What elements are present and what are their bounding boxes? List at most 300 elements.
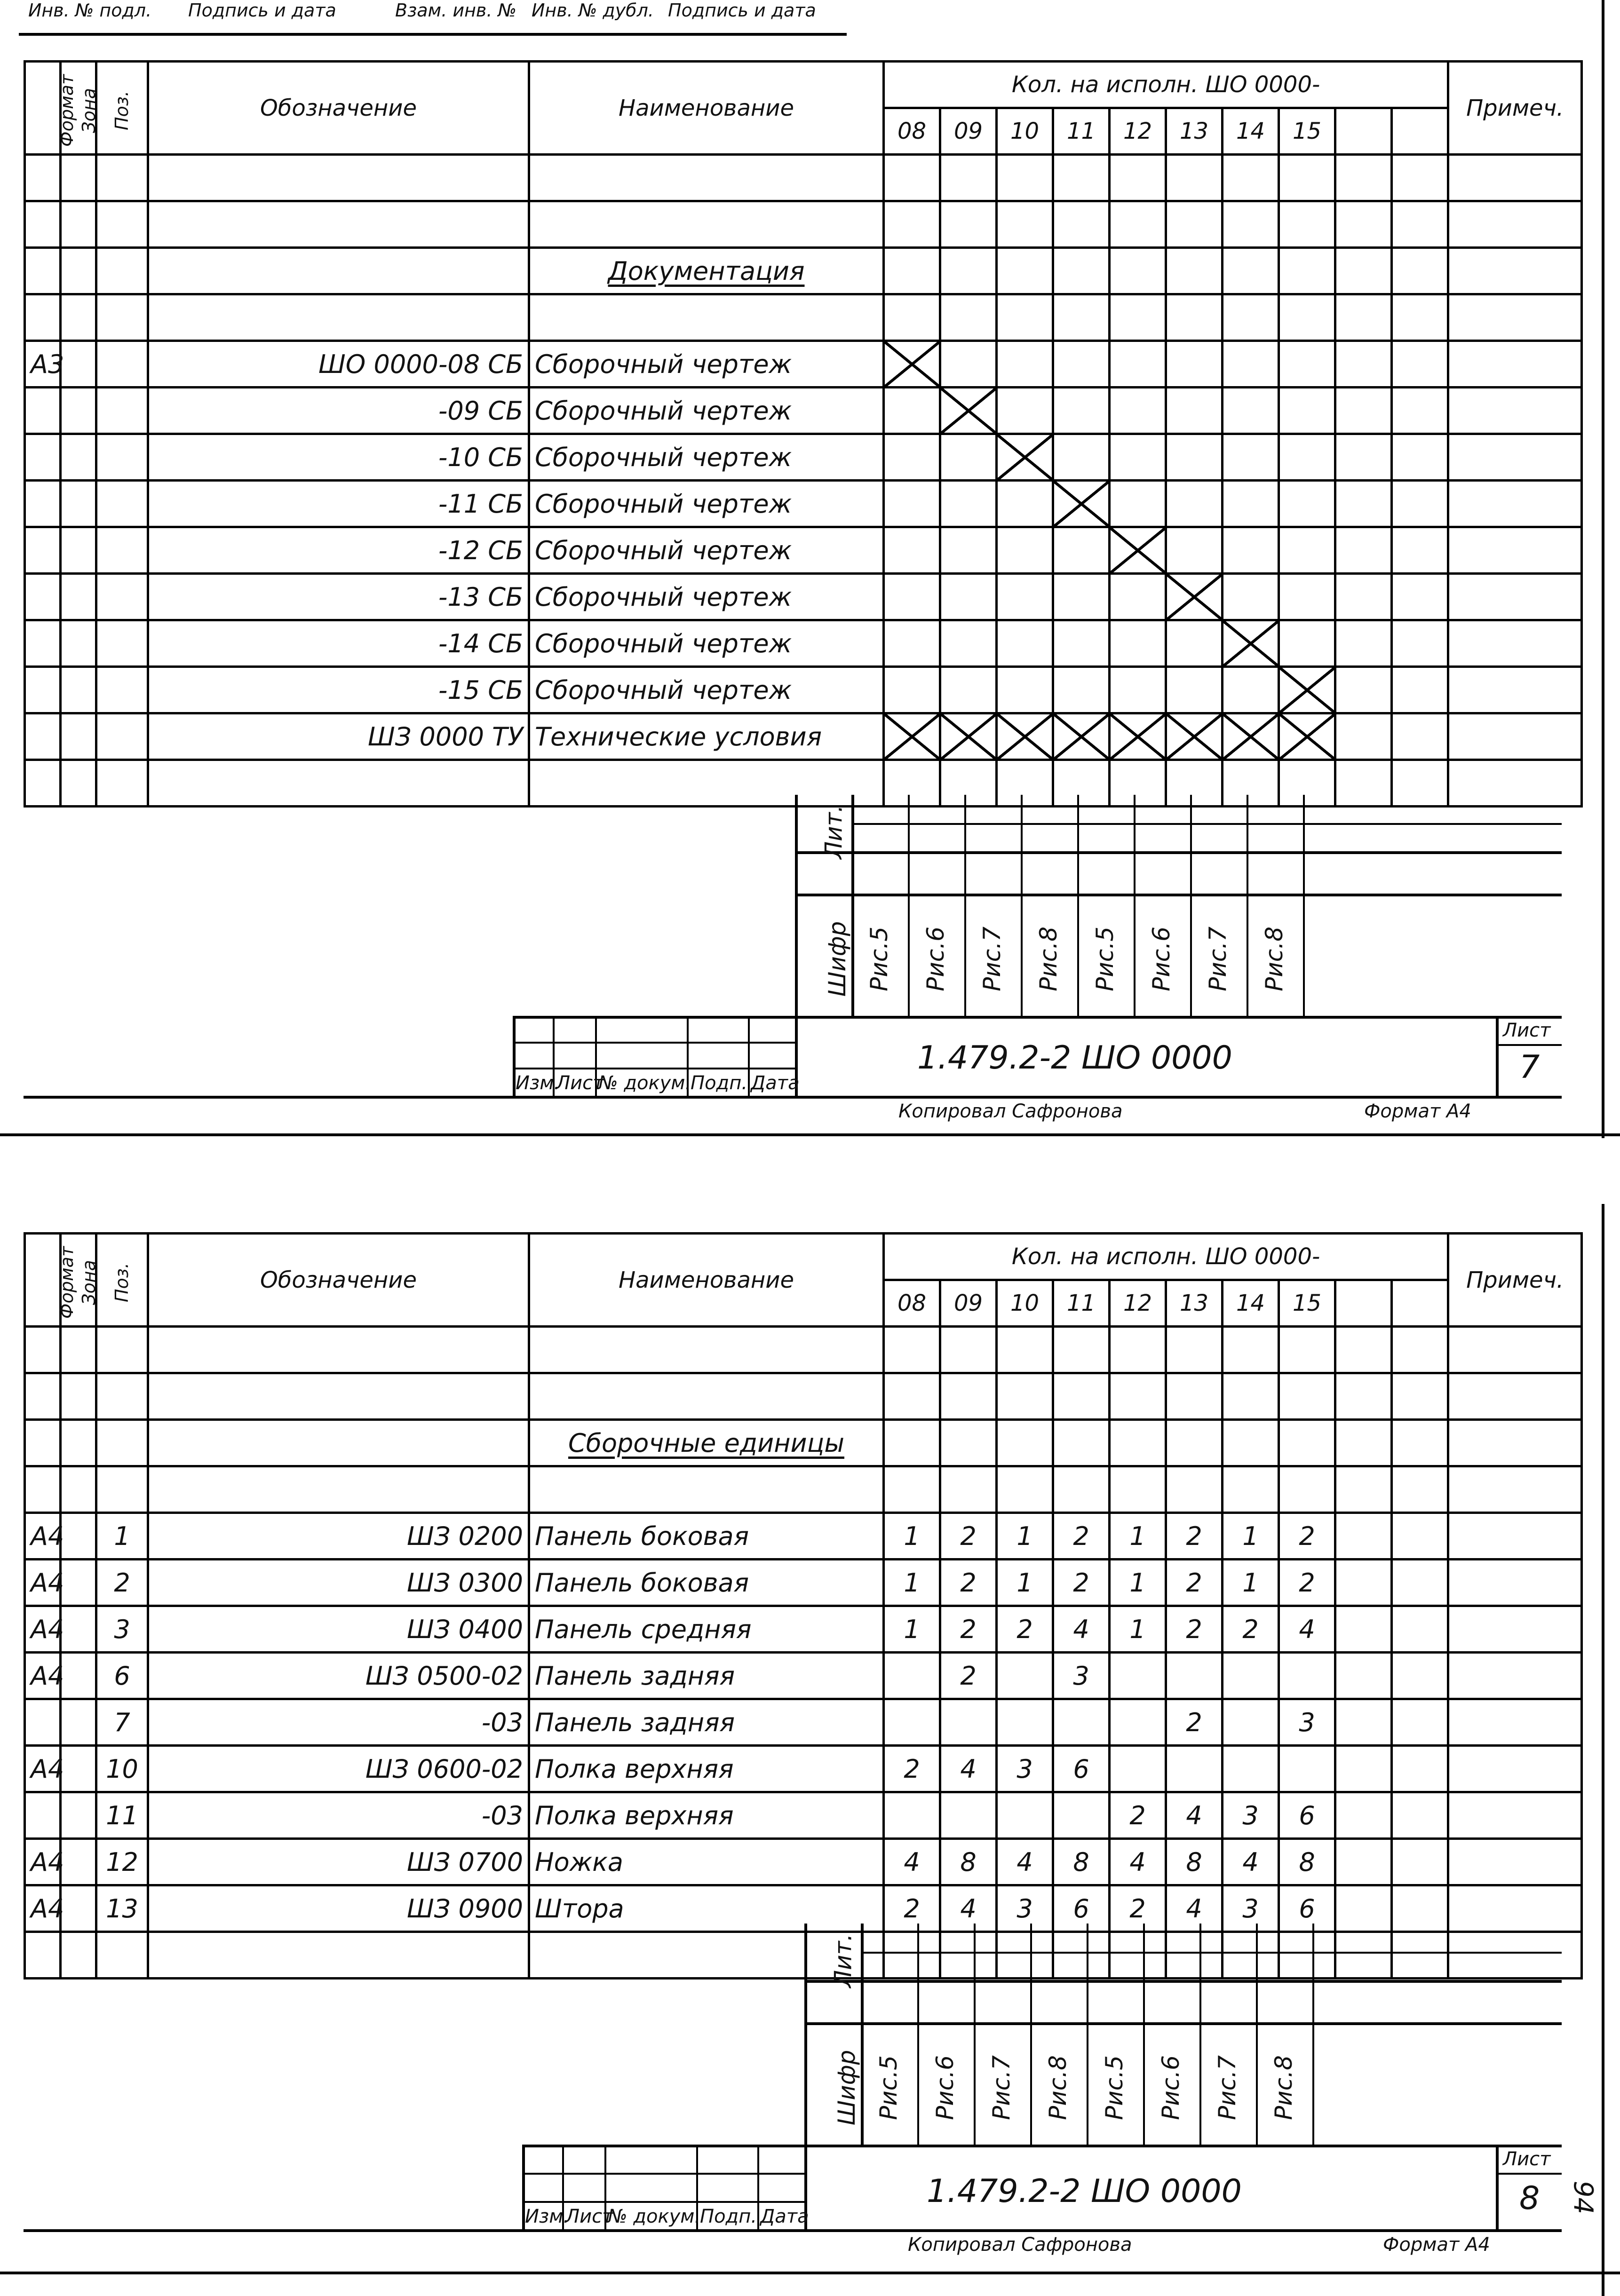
- empty-cell: [1223, 341, 1279, 388]
- variant-header: [1392, 108, 1448, 155]
- shifr-divider: [1256, 1924, 1258, 2145]
- empty-cell: [1223, 155, 1279, 201]
- cell-qty: [1223, 1699, 1279, 1746]
- empty-cell: [61, 155, 96, 201]
- cell-note: [1448, 1560, 1582, 1606]
- empty-cell: [1166, 667, 1223, 713]
- cross-mark: [1053, 713, 1110, 760]
- empty-cell: [1166, 1466, 1223, 1513]
- sheet-8: [0, 1204, 1620, 2296]
- shifr-divider: [964, 795, 966, 1016]
- cell-qty: [1392, 1560, 1448, 1606]
- cell-qty: 2: [940, 1653, 997, 1699]
- cell-format: [25, 1699, 61, 1746]
- variant-header: [1335, 1280, 1392, 1327]
- cell-qty: [1392, 1839, 1448, 1885]
- qty-header: Кол. на исполн. ШО 0000-: [884, 62, 1448, 108]
- empty-cell: [61, 1327, 96, 1373]
- table-row: [25, 527, 1582, 574]
- cell-name: Сборочный чертеж: [529, 341, 884, 388]
- stamp-podp: Подп.: [700, 2206, 757, 2227]
- cell-qty: 4: [1166, 1792, 1223, 1839]
- cell-note: [1448, 713, 1582, 760]
- empty-cell: [1279, 1327, 1335, 1373]
- cross-mark: [1279, 667, 1335, 713]
- cross-mark: [940, 713, 997, 760]
- cell-zone: [61, 1606, 96, 1653]
- shifr-cell: Рис.5: [865, 926, 893, 991]
- cell-qty: 3: [997, 1746, 1053, 1792]
- empty-cell: [940, 1420, 997, 1466]
- cell-pos: 11: [96, 1792, 148, 1839]
- variant-header: 09: [940, 1280, 997, 1327]
- empty-cell: [61, 1932, 96, 1979]
- stamp-izm: Изм.: [516, 1072, 560, 1094]
- cell-designation: -03: [148, 1699, 529, 1746]
- cell-qty: [1335, 1653, 1392, 1699]
- empty-cell: [1166, 248, 1223, 294]
- cell-format: [25, 388, 61, 434]
- cell-qty: [1392, 1699, 1448, 1746]
- cell-qty: [1335, 1606, 1392, 1653]
- variant-header: [1392, 1280, 1448, 1327]
- empty-cell: [1279, 574, 1335, 620]
- empty-cell: [1335, 481, 1392, 527]
- cell-qty: [997, 1653, 1053, 1699]
- empty-cell: [997, 294, 1053, 341]
- empty-cell: [884, 1327, 940, 1373]
- shifr-divider: [1247, 795, 1248, 1016]
- empty-cell: [148, 294, 529, 341]
- empty-cell: [1166, 1373, 1223, 1420]
- empty-cell: [1166, 294, 1223, 341]
- empty-cell: [1223, 294, 1279, 341]
- col-name: Наименование: [529, 1234, 884, 1327]
- empty-cell: [1166, 155, 1223, 201]
- cell-qty: [1335, 1513, 1392, 1560]
- empty-cell: [1053, 527, 1110, 574]
- lit-label: Лит.: [829, 1933, 857, 1988]
- cell-note: [1448, 1839, 1582, 1885]
- empty-cell: [1392, 1420, 1448, 1466]
- paper-format: Формат А4: [1383, 2234, 1490, 2256]
- empty-cell: [148, 760, 529, 807]
- cell-qty: 3: [1053, 1653, 1110, 1699]
- cell-name: Панель боковая: [529, 1513, 884, 1560]
- stripe-field: Инв. № дубл.: [532, 0, 654, 21]
- cell-qty: 4: [1110, 1839, 1166, 1885]
- shifr-divider: [1143, 1924, 1145, 2145]
- empty-cell: [1335, 1327, 1392, 1373]
- cell-format: [25, 434, 61, 481]
- cell-pos: 3: [96, 1606, 148, 1653]
- cell-qty: 2: [1166, 1606, 1223, 1653]
- table-row: [25, 1513, 1582, 1560]
- empty-cell: [1110, 294, 1166, 341]
- cell-qty: 4: [884, 1839, 940, 1885]
- cell-zone: [61, 527, 96, 574]
- cell-qty: 8: [1279, 1839, 1335, 1885]
- cell-zone: [61, 620, 96, 667]
- empty-cell: [148, 1932, 529, 1979]
- variant-header: 15: [1279, 1280, 1335, 1327]
- empty-cell: [1335, 527, 1392, 574]
- table-row: [25, 1653, 1582, 1699]
- shifr-cell: Рис.7: [987, 2055, 1015, 2120]
- right-border: [1602, 0, 1604, 1138]
- empty-cell: [884, 294, 940, 341]
- cell-qty: [1335, 1560, 1392, 1606]
- empty-cell: [1335, 667, 1392, 713]
- stamp-doc: № докум.: [598, 1072, 691, 1094]
- empty-cell: [1110, 341, 1166, 388]
- table-row: [25, 1792, 1582, 1839]
- empty-cell: [1335, 1373, 1392, 1420]
- cell-qty: [1166, 1746, 1223, 1792]
- empty-cell: [884, 481, 940, 527]
- cell-name: Штора: [529, 1885, 884, 1932]
- cell-format: А4: [25, 1839, 61, 1885]
- empty-cell: [1053, 574, 1110, 620]
- empty-cell: [1392, 388, 1448, 434]
- cell-pos: [96, 388, 148, 434]
- blank-row: [25, 294, 1582, 341]
- cell-pos: 7: [96, 1699, 148, 1746]
- cell-designation: ШО 0000-08 СБ: [148, 341, 529, 388]
- stripe-field: Взам. инв. №: [395, 0, 517, 21]
- cell-qty: 4: [1053, 1606, 1110, 1653]
- cell-pos: [96, 667, 148, 713]
- empty-cell: [940, 1327, 997, 1373]
- empty-cell: [1448, 294, 1582, 341]
- empty-cell: [1053, 155, 1110, 201]
- empty-cell: [61, 201, 96, 248]
- shifr-divider: [1021, 795, 1023, 1016]
- cell-designation: -03: [148, 1792, 529, 1839]
- cell-zone: [61, 1653, 96, 1699]
- revision-block-sheet-8: [522, 2145, 809, 2229]
- sheet-number: 8: [1519, 2180, 1540, 2217]
- empty-cell: [884, 201, 940, 248]
- empty-cell: [1392, 527, 1448, 574]
- empty-cell: [1110, 1327, 1166, 1373]
- shifr-cell: Рис.7: [1204, 926, 1231, 991]
- empty-cell: [997, 388, 1053, 434]
- shifr-cell: Рис.6: [1157, 2055, 1184, 2120]
- section-title-text: Документация: [608, 256, 805, 286]
- table-row: [25, 481, 1582, 527]
- empty-cell: [1279, 1373, 1335, 1420]
- cell-note: [1448, 341, 1582, 388]
- empty-cell: [997, 1420, 1053, 1466]
- variant-header: 11: [1053, 1280, 1110, 1327]
- cell-pos: [96, 713, 148, 760]
- cell-note: [1448, 1653, 1582, 1699]
- empty-cell: [940, 667, 997, 713]
- cell-name: Сборочный чертеж: [529, 620, 884, 667]
- empty-cell: [884, 1466, 940, 1513]
- empty-cell: [148, 1373, 529, 1420]
- cross-mark: [1110, 713, 1166, 760]
- cell-qty: 4: [1223, 1839, 1279, 1885]
- archive-stripe: [19, 0, 847, 36]
- cell-qty: 2: [940, 1513, 997, 1560]
- empty-cell: [1053, 248, 1110, 294]
- cell-format: [25, 667, 61, 713]
- table-row: [25, 667, 1582, 713]
- specification-table-sheet-7: [24, 60, 1583, 808]
- empty-cell: [884, 574, 940, 620]
- empty-cell: [1166, 434, 1223, 481]
- table-row: [25, 434, 1582, 481]
- empty-cell: [1110, 388, 1166, 434]
- cell-designation: -12 СБ: [148, 527, 529, 574]
- cell-qty: 2: [940, 1606, 997, 1653]
- empty-cell: [1166, 481, 1223, 527]
- cell-name: Панель боковая: [529, 1560, 884, 1606]
- cell-note: [1448, 1513, 1582, 1560]
- cell-note: [1448, 574, 1582, 620]
- cell-qty: [1110, 1653, 1166, 1699]
- cell-name: Сборочный чертеж: [529, 667, 884, 713]
- cell-note: [1448, 1792, 1582, 1839]
- empty-cell: [1053, 667, 1110, 713]
- empty-cell: [1110, 1466, 1166, 1513]
- empty-cell: [25, 248, 61, 294]
- variant-header: [1335, 108, 1392, 155]
- table-row: [25, 1699, 1582, 1746]
- cell-note: [1448, 388, 1582, 434]
- sheet-separator: [0, 1133, 1620, 1136]
- empty-cell: [1335, 388, 1392, 434]
- cell-designation: -13 СБ: [148, 574, 529, 620]
- cell-designation: ШЗ 0000 ТУ: [148, 713, 529, 760]
- cell-pos: 10: [96, 1746, 148, 1792]
- variant-header: 14: [1223, 1280, 1279, 1327]
- empty-cell: [61, 1373, 96, 1420]
- section-title-text: Сборочные единицы: [568, 1428, 845, 1458]
- cell-qty: [1166, 1653, 1223, 1699]
- cell-designation: ШЗ 0600-02: [148, 1746, 529, 1792]
- variant-header: 09: [940, 108, 997, 155]
- cell-qty: 6: [1279, 1885, 1335, 1932]
- empty-cell: [61, 294, 96, 341]
- empty-cell: [25, 155, 61, 201]
- empty-cell: [1335, 620, 1392, 667]
- shifr-cell: Рис.8: [1270, 2055, 1297, 2120]
- variant-header: 12: [1110, 1280, 1166, 1327]
- cell-zone: [61, 1885, 96, 1932]
- cell-qty: 6: [1053, 1885, 1110, 1932]
- cell-qty: [1335, 1839, 1392, 1885]
- cell-note: [1448, 527, 1582, 574]
- shifr-divider: [1303, 795, 1305, 1016]
- empty-cell: [1053, 620, 1110, 667]
- shifr-cell: Рис.5: [1091, 926, 1119, 991]
- empty-cell: [148, 1466, 529, 1513]
- variant-header: 10: [997, 1280, 1053, 1327]
- cell-format: [25, 1792, 61, 1839]
- shifr-label: Шифр: [833, 2050, 861, 2126]
- empty-cell: [1279, 201, 1335, 248]
- cross-mark: [940, 388, 997, 434]
- empty-cell: [61, 1466, 96, 1513]
- empty-cell: [1053, 341, 1110, 388]
- cell-name: Панель задняя: [529, 1653, 884, 1699]
- empty-cell: [1166, 620, 1223, 667]
- title-block-sheet-7: [795, 795, 1562, 1096]
- empty-cell: [1335, 294, 1392, 341]
- section-row: [25, 248, 1582, 294]
- empty-cell: [61, 1420, 96, 1466]
- shifr-divider: [1312, 1924, 1314, 2145]
- empty-cell: [1053, 1420, 1110, 1466]
- shifr-cell: Рис.5: [874, 2055, 902, 2120]
- blank-row: [25, 155, 1582, 201]
- empty-cell: [1279, 341, 1335, 388]
- empty-cell: [1392, 294, 1448, 341]
- col-designation: Обозначение: [148, 1234, 529, 1327]
- cell-qty: [1392, 1606, 1448, 1653]
- variant-header: 13: [1166, 1280, 1223, 1327]
- stamp-izm: Изм.: [525, 2206, 570, 2227]
- empty-cell: [1392, 201, 1448, 248]
- cell-designation: -15 СБ: [148, 667, 529, 713]
- table-row: [25, 1606, 1582, 1653]
- empty-cell: [884, 155, 940, 201]
- cell-name: Полка верхняя: [529, 1792, 884, 1839]
- empty-cell: [940, 481, 997, 527]
- cell-pos: [96, 527, 148, 574]
- shifr-divider: [974, 1924, 976, 2145]
- empty-cell: [1110, 574, 1166, 620]
- cell-qty: 1: [1110, 1606, 1166, 1653]
- empty-cell: [1223, 527, 1279, 574]
- empty-cell: [96, 294, 148, 341]
- copied-by: Копировал Сафронова: [908, 2234, 1132, 2256]
- shifr-divider: [1134, 795, 1136, 1016]
- empty-cell: [940, 434, 997, 481]
- cell-qty: 2: [1279, 1513, 1335, 1560]
- empty-cell: [940, 1466, 997, 1513]
- margin-page-number: 94: [1568, 2180, 1599, 2215]
- empty-cell: [997, 574, 1053, 620]
- empty-cell: [1110, 155, 1166, 201]
- empty-cell: [25, 760, 61, 807]
- sheet-number: 7: [1519, 1049, 1540, 1086]
- cell-format: А4: [25, 1513, 61, 1560]
- cell-format: А4: [25, 1885, 61, 1932]
- cell-name: Сборочный чертеж: [529, 574, 884, 620]
- empty-cell: [148, 1420, 529, 1466]
- empty-cell: [997, 248, 1053, 294]
- cell-qty: 4: [1166, 1885, 1223, 1932]
- cell-qty: [1223, 1746, 1279, 1792]
- cell-format: [25, 527, 61, 574]
- empty-cell: [1279, 248, 1335, 294]
- cell-pos: 2: [96, 1560, 148, 1606]
- empty-cell: [25, 1466, 61, 1513]
- empty-cell: [1166, 527, 1223, 574]
- empty-cell: [148, 248, 529, 294]
- cell-qty: 3: [1223, 1792, 1279, 1839]
- cell-qty: 4: [940, 1746, 997, 1792]
- empty-cell: [1279, 527, 1335, 574]
- cell-qty: [1223, 1653, 1279, 1699]
- table-row: [25, 620, 1582, 667]
- col-designation: Обозначение: [148, 62, 529, 155]
- cell-qty: 4: [997, 1839, 1053, 1885]
- cell-qty: [1110, 1699, 1166, 1746]
- cell-pos: 6: [96, 1653, 148, 1699]
- cell-note: [1448, 620, 1582, 667]
- empty-cell: [1110, 667, 1166, 713]
- empty-cell: [1223, 574, 1279, 620]
- cell-qty: 1: [884, 1606, 940, 1653]
- empty-cell: [940, 341, 997, 388]
- empty-cell: [940, 574, 997, 620]
- cell-note: [1448, 667, 1582, 713]
- empty-cell: [148, 1327, 529, 1373]
- cross-mark: [997, 434, 1053, 481]
- empty-cell: [884, 667, 940, 713]
- cell-pos: 12: [96, 1839, 148, 1885]
- empty-cell: [1448, 201, 1582, 248]
- empty-cell: [1166, 201, 1223, 248]
- col-note: Примеч.: [1448, 1234, 1582, 1327]
- shifr-divider: [1087, 1924, 1088, 2145]
- shifr-divider: [1077, 795, 1079, 1016]
- cell-qty: 6: [1279, 1792, 1335, 1839]
- empty-cell: [96, 760, 148, 807]
- cell-qty: [940, 1792, 997, 1839]
- table-row: [25, 574, 1582, 620]
- cell-name: Сборочный чертеж: [529, 388, 884, 434]
- empty-cell: [884, 1373, 940, 1420]
- stamp-data: Дата: [760, 2206, 809, 2227]
- cell-pos: [96, 481, 148, 527]
- empty-cell: [1110, 201, 1166, 248]
- empty-cell: [1392, 574, 1448, 620]
- blank-row: [25, 201, 1582, 248]
- copied-by: Копировал Сафронова: [898, 1100, 1123, 1122]
- empty-cell: [1223, 1373, 1279, 1420]
- shifr-cell: Рис.6: [931, 2055, 959, 2120]
- shifr-cell: Рис.8: [1044, 2055, 1072, 2120]
- empty-cell: [96, 248, 148, 294]
- cell-qty: 2: [884, 1746, 940, 1792]
- cross-mark: [884, 713, 940, 760]
- empty-cell: [1279, 388, 1335, 434]
- stamp-doc: № докум.: [608, 2206, 701, 2227]
- empty-cell: [884, 248, 940, 294]
- cell-qty: 2: [1053, 1560, 1110, 1606]
- shifr-cell: Рис.8: [1260, 926, 1288, 991]
- empty-cell: [997, 1327, 1053, 1373]
- empty-cell: [1335, 155, 1392, 201]
- empty-cell: [529, 294, 884, 341]
- empty-cell: [96, 1466, 148, 1513]
- cross-mark: [1110, 527, 1166, 574]
- cell-designation: ШЗ 0400: [148, 1606, 529, 1653]
- cell-qty: 1: [997, 1560, 1053, 1606]
- specification-table-sheet-8: [24, 1232, 1583, 1979]
- cell-format: А4: [25, 1560, 61, 1606]
- col-pos: Поз.: [96, 1234, 148, 1327]
- sheet-7: [0, 0, 1620, 1138]
- table-row: [25, 1746, 1582, 1792]
- col-zone: Зона: [61, 62, 96, 155]
